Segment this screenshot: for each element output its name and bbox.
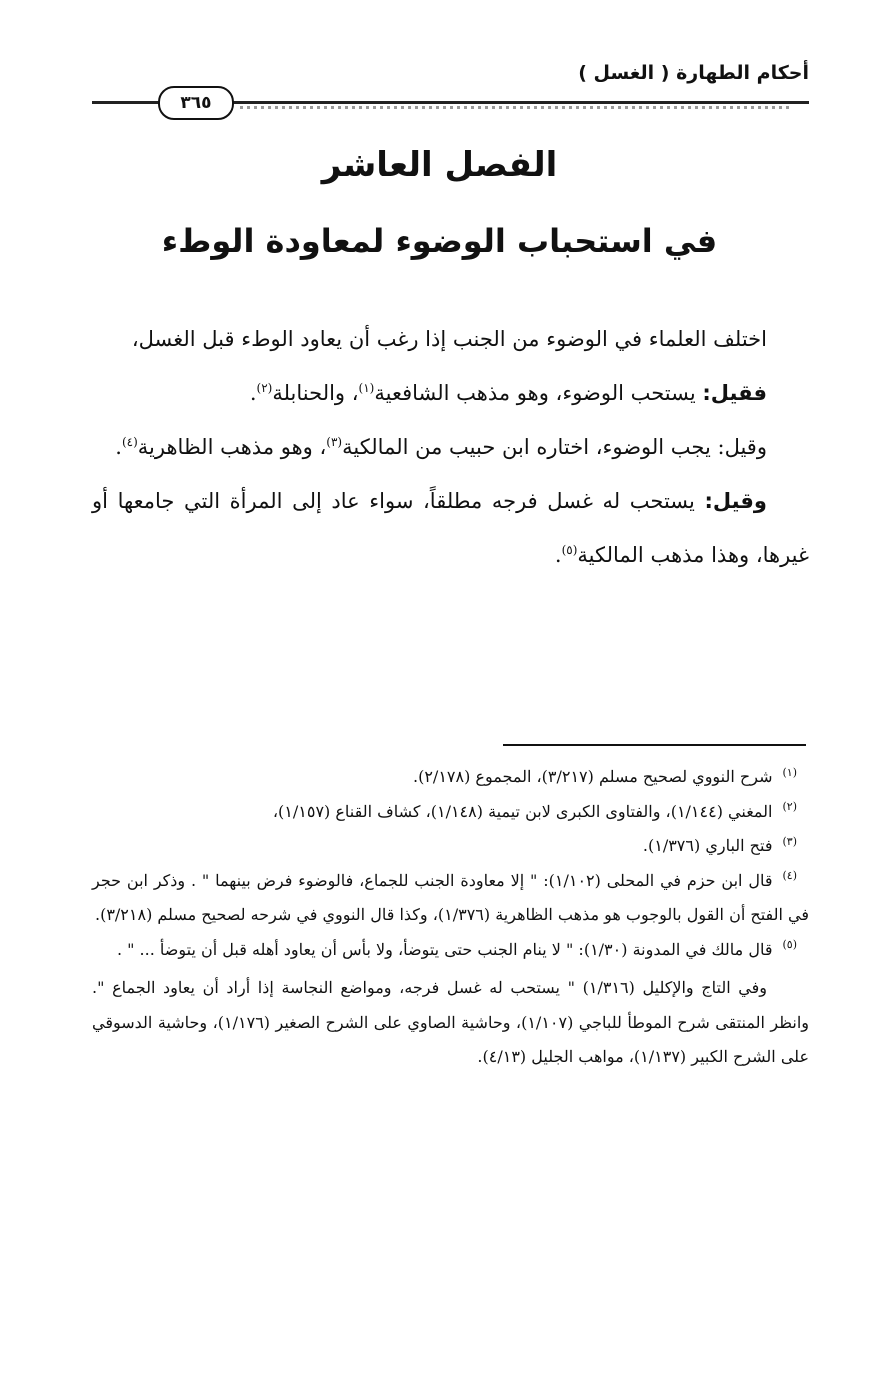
footnote-2	[92, 795, 809, 830]
footnote-5-text: قال مالك في المدونة (١/٣٠): " لا ينام الجنب حتى يتوضأ، ولا بأس أن يعاود أهله قبل أن يتوضأ ... " .	[116, 939, 773, 959]
footnote-2-text: المغني (١/١٤٤)، والفتاوى الكبرى لابن تيمية (١/١٤٨)، كشاف القناع (١/١٥٧)،	[272, 801, 773, 821]
opinion-1-text-c: .	[249, 381, 257, 405]
opinion-2-text-c: .	[115, 435, 122, 459]
footnote-2-number: (٢)	[782, 800, 797, 814]
opinion-1-lead: فقيل:	[702, 381, 767, 405]
footnote-5-number: (٥)	[782, 938, 797, 952]
footnote-3-text: فتح الباري (١/٣٧٦).	[642, 836, 773, 855]
footnote-ref-1: (١)	[358, 381, 375, 395]
opinion-1-text-a: يستحب الوضوء، وهو مذهب الشافعية	[374, 381, 703, 405]
opinion-1-text-b: ، والحنابلة	[272, 381, 359, 405]
opinion-1-paragraph	[92, 366, 809, 420]
footnote-1	[92, 760, 809, 795]
footnote-4-text: قال ابن حزم في المحلى (١/١٠٢): " إلا معاودة الجنب للجماع، فالوضوء فرض بينهما " . وذكر ابن حجر في الفتح أن القول بالوجوب هو مذهب الظاهرية (١/٣٧٦)، وكذا قال النووي في شرحه لصحيح مسلم (٣/٢١٨).	[92, 870, 809, 924]
footnote-1-number: (١)	[782, 765, 797, 779]
footnote-5-continuation: وفي التاج والإكليل (١/٣١٦) " يستحب له غسل فرجه، ومواضع النجاسة إذا أراد أن يعاود الجماع ". وانظر المنتقى شرح الموطأ للباجي (١/١٠٧)، وحاشية الصاوي على الشرح الصغير (١/١٧٦)، وحاشية الدسوقي على الشرح الكبير (١/١٣٧)، مواهب الجليل (٤/١٣).	[92, 978, 809, 1066]
footnote-ref-4: (٤)	[121, 435, 138, 449]
intro-paragraph: اختلف العلماء في الوضوء من الجنب إذا رغب أن يعاود الوطء قبل الغسل،	[131, 327, 767, 351]
chapter-subtitle: في استحباب الوضوء لمعاودة الوطء	[161, 222, 718, 260]
footnote-1-text: شرح النووي لصحيح مسلم (٣/٢١٧)، المجموع (٢/١٧٨).	[413, 767, 773, 786]
opinion-2-text-a: وقيل: يجب الوضوء، اختاره ابن حبيب من المالكية	[342, 435, 767, 459]
footnote-ref-3: (٣)	[326, 435, 343, 449]
footnote-4-number: (٤)	[782, 869, 797, 883]
footnote-ref-2: (٢)	[256, 381, 273, 395]
opinion-3-text-a: يستحب له غسل فرجه مطلقاً، سواء عاد إلى المرأة التي جامعها أو غيرها، وهذا مذهب المالكية	[92, 489, 809, 567]
opinion-3-text-b: .	[554, 543, 562, 567]
footnote-4	[92, 864, 809, 933]
page-number: ٣٦٥	[158, 86, 234, 120]
footnote-3-number: (٣)	[782, 834, 797, 848]
footnote-separator	[503, 744, 806, 746]
opinion-3-lead: وقيل:	[704, 489, 767, 513]
chapter-title: الفصل العاشر	[321, 145, 558, 185]
running-header-title: أحكام الطهارة ( الغسل )	[578, 62, 809, 84]
header-rule-shadow	[240, 106, 789, 109]
opinion-2-text-b: ، وهو مذهب الظاهرية	[137, 435, 327, 459]
footnote-3	[92, 829, 809, 864]
footnote-ref-5: (٥)	[561, 543, 578, 557]
footnote-5	[92, 933, 809, 968]
opinion-3-paragraph	[92, 474, 809, 582]
footnotes-section	[92, 760, 809, 1075]
opinion-2-paragraph	[92, 420, 809, 474]
main-text	[92, 312, 809, 582]
